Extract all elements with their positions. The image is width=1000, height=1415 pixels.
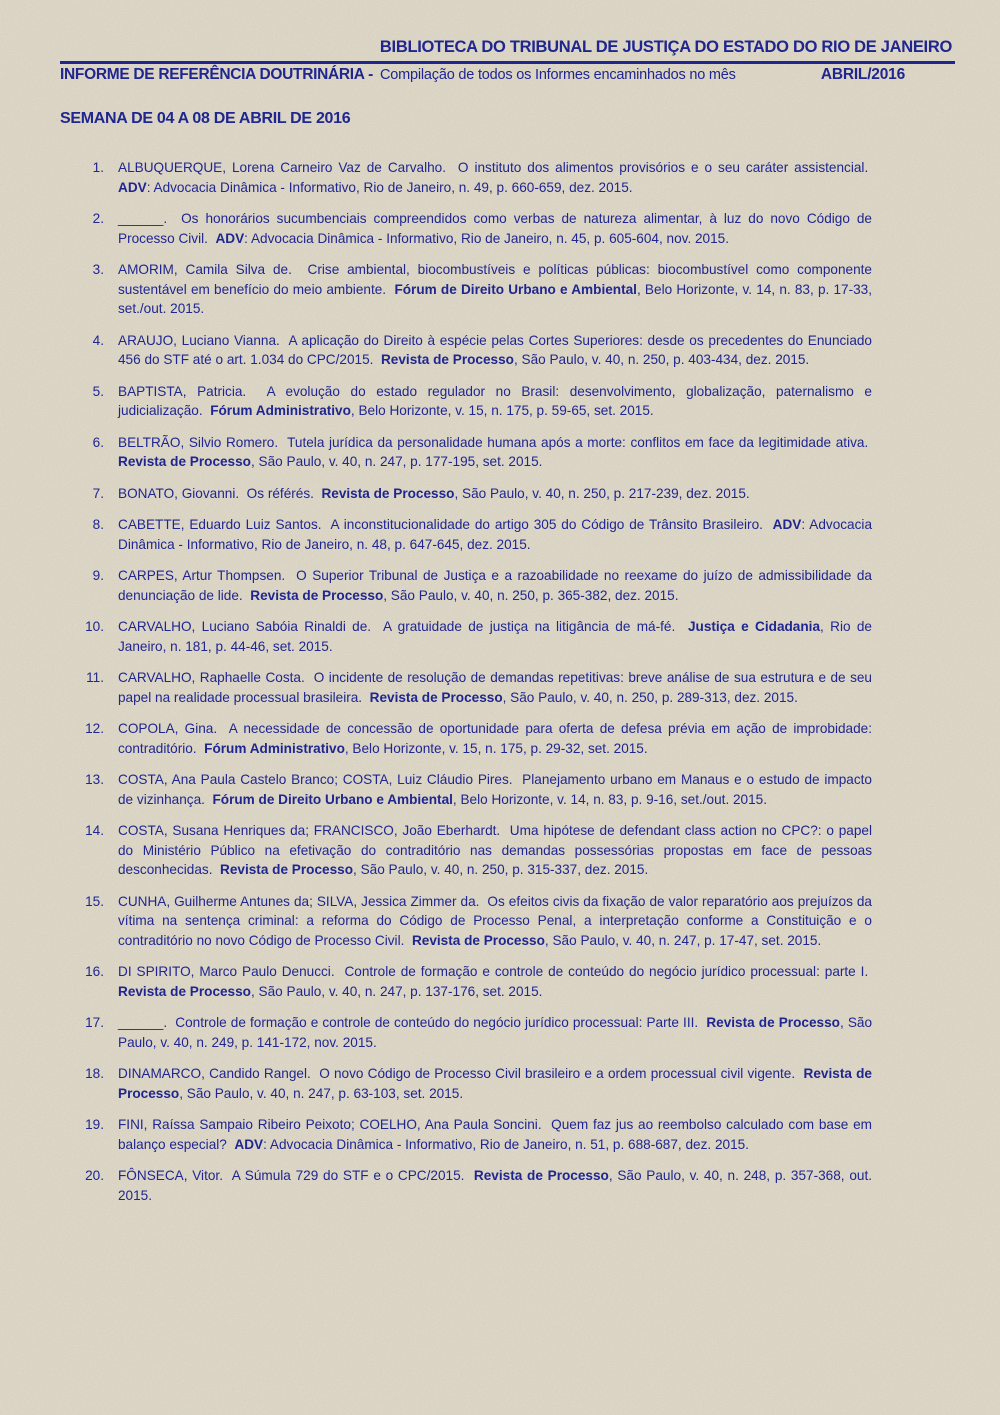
reference-segment: ARAUJO, Luciano Vianna. A aplicação do Direito à espécie pelas Cortes Superiores: desde os precedentes do Enunciado 456 do STF até o art. 1.034 do CPC/2015. (118, 332, 872, 367)
reference-segment: FÔNSECA, Vitor. A Súmula 729 do STF e o CPC/2015. (118, 1168, 474, 1183)
reference-segment: , São Paulo, v. 40, n. 248, p. 357-368, out. 2015. (118, 1168, 872, 1203)
reference-number: 6. (92, 434, 104, 450)
reference-item (84, 331, 872, 370)
reference-text (118, 209, 872, 248)
reference-segment: CARVALHO, Raphaelle Costa. O incidente de resolução de demandas repetitivas: breve análise de sua estrutura e de seu papel na realidade processual brasileira. (118, 670, 872, 705)
reference-segment: ______. Os honorários sucumbenciais compreendidos como verbas de natureza alimentar, à luz do novo Código de Processo Civil. (118, 211, 872, 246)
journal-title: Revista de Processo (473, 1168, 609, 1183)
reference-text (118, 158, 872, 197)
journal-title: ADV (215, 230, 245, 246)
reference-text (118, 770, 872, 809)
reference-segment: COSTA, Ana Paula Castelo Branco; COSTA, Luiz Cláudio Pires. Planejamento urbano em Manaus e o estudo de impacto de vizinhança. (118, 772, 872, 807)
reference-text (118, 962, 872, 1001)
reference-item (84, 821, 872, 880)
reference-number: 18. (85, 1066, 104, 1081)
reference-item (84, 158, 872, 197)
week-heading: SEMANA DE 04 A 08 DE ABRIL DE 2016 (60, 110, 351, 127)
journal-title: Revista de Processo (369, 689, 503, 705)
library-title: BIBLIOTECA DO TRIBUNAL DE JUSTIÇA DO ESTADO DO RIO DE JANEIRO (379, 38, 952, 56)
journal-title: Fórum de Direito Urbano e Ambiental (212, 791, 453, 807)
bulletin-title: INFORME DE REFERÊNCIA DOUTRINÁRIA - (60, 66, 373, 83)
reference-segment: FINI, Raíssa Sampaio Ribeiro Peixoto; COELHO, Ana Paula Soncini. Quem faz jus ao reembolso calculado com base em balanço especial? (118, 1117, 872, 1152)
reference-item (84, 892, 872, 951)
journal-title: Revista de Processo (220, 862, 354, 877)
reference-segment: , São Paulo, v. 40, n. 250, p. 315-337, dez. 2015. (353, 862, 649, 877)
reference-segment: BAPTISTA, Patricia. A evolução do estado regulador no Brasil: desenvolvimento, globalização, paternalismo e judicialização. (118, 383, 872, 418)
reference-item (84, 209, 872, 248)
reference-segment: , São Paulo, v. 40, n. 247, p. 17-47, set. 2015. (544, 932, 822, 948)
journal-title: ADV (234, 1136, 264, 1152)
reference-segment: , São Paulo, v. 40, n. 247, p. 63-103, set. 2015. (179, 1085, 464, 1101)
reference-segment: , Belo Horizonte, v. 14, n. 83, p. 17-33, set./out. 2015. (118, 281, 873, 316)
reference-segment: DI SPIRITO, Marco Paulo Denucci. Controle de formação e controle de conteúdo do negócio jurídico processual: parte I. (118, 964, 872, 979)
reference-item (84, 668, 872, 707)
bulletin-title-row (60, 66, 955, 84)
reference-segment: : Advocacia Dinâmica - Informativo, Rio de Janeiro, n. 51, p. 688-687, dez. 2015. (263, 1136, 749, 1152)
reference-number: 2. (92, 211, 104, 226)
reference-text (118, 566, 872, 605)
reference-item (84, 1064, 872, 1103)
reference-segment: , São Paulo, v. 40, n. 250, p. 403-434, dez. 2015. (513, 352, 810, 367)
reference-item (84, 433, 872, 472)
journal-title: Revista de Processo (250, 587, 384, 603)
reference-segment: , São Paulo, v. 40, n. 247, p. 137-176, set. 2015. (250, 983, 543, 999)
reference-text (118, 1115, 872, 1154)
reference-text (118, 331, 872, 370)
reference-text (118, 668, 872, 707)
reference-segment: : Advocacia Dinâmica - Informativo, Rio de Janeiro, n. 45, p. 605-604, nov. 2015. (244, 230, 730, 246)
reference-number: 1. (92, 160, 104, 175)
reference-number: 19. (85, 1117, 104, 1132)
reference-number: 16. (85, 964, 104, 979)
reference-number: 13. (85, 772, 104, 787)
reference-text (118, 260, 872, 319)
journal-title: Revista de Processo (380, 352, 514, 367)
reference-segment: , Belo Horizonte, v. 15, n. 175, p. 59-65, set. 2015. (350, 403, 654, 418)
reference-item (84, 1115, 872, 1154)
reference-number: 12. (85, 721, 104, 736)
reference-text (118, 1013, 872, 1052)
journal-title: Fórum de Direito Urbano e Ambiental (394, 281, 637, 297)
journal-title: Fórum Administrativo (204, 740, 345, 756)
reference-number: 15. (85, 893, 104, 909)
journal-title: Fórum Administrativo (210, 403, 351, 418)
journal-title: Revista de Processo (118, 454, 251, 469)
reference-number: 9. (92, 568, 104, 583)
reference-number: 4. (92, 332, 104, 348)
reference-segment: AMORIM, Camila Silva de. Crise ambiental, biocombustíveis e políticas públicas: biocombustível como componente sustentável em benefício do meio ambiente. (118, 262, 872, 297)
reference-segment: ALBUQUERQUE, Lorena Carneiro Vaz de Carvalho. O instituto dos alimentos provisórios e o seu caráter assistencial. (118, 160, 872, 175)
reference-number: 20. (85, 1168, 104, 1183)
reference-segment: , São Paulo, v. 40, n. 250, p. 289-313, dez. 2015. (502, 689, 798, 705)
reference-segment: COPOLA, Gina. A necessidade de concessão de oportunidade para oferta de defesa prévia em ação de improbidade: contraditório. (118, 721, 872, 756)
reference-segment: CARPES, Artur Thompsen. O Superior Tribunal de Justiça e a razoabilidade no reexame do juízo de admissibilidade da denunciação de lide. (118, 568, 872, 603)
reference-segment: BELTRÃO, Silvio Romero. Tutela jurídica da personalidade humana após a morte: conflitos em face da legitimidade ativa. (118, 434, 872, 450)
reference-segment: , São Paulo, v. 40, n. 247, p. 177-195, set. 2015. (250, 454, 543, 469)
reference-item (84, 382, 872, 421)
reference-item (84, 962, 872, 1001)
reference-text (118, 892, 872, 951)
reference-item (84, 770, 872, 809)
reference-number: 5. (92, 383, 104, 399)
reference-segment: , Belo Horizonte, v. 14, n. 83, p. 9-16, set./out. 2015. (452, 791, 768, 807)
reference-number: 7. (92, 485, 104, 501)
reference-segment: : Advocacia Dinâmica - Informativo, Rio de Janeiro, n. 48, p. 647-645, dez. 2015. (118, 517, 872, 552)
reference-segment: DINAMARCO, Candido Rangel. O novo Código de Processo Civil brasileiro e a ordem processual civil vigente. (118, 1066, 804, 1081)
reference-number: 11. (86, 670, 104, 685)
reference-number: 14. (85, 823, 104, 838)
reference-segment: : Advocacia Dinâmica - Informativo, Rio de Janeiro, n. 49, p. 660-659, dez. 2015. (146, 179, 633, 195)
journal-title: Justiça e Cidadania (687, 619, 821, 634)
reference-segment: , Belo Horizonte, v. 15, n. 175, p. 29-32, set. 2015. (344, 740, 648, 756)
reference-item (84, 484, 872, 504)
reference-text (118, 821, 872, 880)
journal-title: Revista de Processo (118, 983, 251, 999)
journal-title: Revista de Processo (118, 1066, 872, 1101)
reference-number: 17. (85, 1015, 104, 1030)
reference-item (84, 617, 872, 656)
reference-text (118, 617, 872, 656)
reference-text (118, 1166, 872, 1205)
bulletin-subtitle: Compilação de todos os Informes encaminhados no mês (380, 67, 736, 83)
reference-item (84, 719, 872, 758)
journal-title: ADV (118, 179, 147, 195)
reference-segment: CUNHA, Guilherme Antunes da; SILVA, Jessica Zimmer da. Os efeitos civis da fixação de valor reparatório aos prejuízos da vítima na sentença criminal: a reforma do Código de Processo Penal, a interpretação conforme a Constituição e o contraditório no novo Código de Processo Civil. (118, 893, 872, 948)
reference-text (118, 382, 872, 421)
reference-text (118, 433, 872, 472)
reference-segment: , São Paulo, v. 40, n. 249, p. 141-172, nov. 2015. (118, 1015, 873, 1050)
journal-title: ADV (772, 517, 802, 532)
header-rule (60, 61, 955, 64)
reference-segment: BONATO, Giovanni. Os référés. (118, 485, 322, 501)
reference-text (118, 1064, 872, 1103)
reference-number: 8. (92, 517, 104, 532)
reference-list (84, 158, 872, 1217)
reference-segment: ______. Controle de formação e controle de conteúdo do negócio jurídico processual: Parte III. (118, 1015, 707, 1030)
reference-text (118, 719, 872, 758)
issue-label: ABRIL/2016 (820, 66, 905, 83)
journal-title: Revista de Processo (411, 932, 545, 948)
reference-item (84, 260, 872, 319)
reference-number: 3. (92, 262, 104, 277)
reference-number: 10. (85, 619, 104, 634)
reference-item (84, 1166, 872, 1205)
journal-title: Revista de Processo (321, 485, 455, 501)
reference-item (84, 1013, 872, 1052)
reference-item (84, 566, 872, 605)
reference-text (118, 515, 872, 554)
reference-segment: , São Paulo, v. 40, n. 250, p. 365-382, dez. 2015. (383, 587, 679, 603)
reference-segment: CABETTE, Eduardo Luiz Santos. A inconstitucionalidade do artigo 305 do Código de Trânsito Brasileiro. (118, 517, 773, 532)
reference-segment: , São Paulo, v. 40, n. 250, p. 217-239, dez. 2015. (454, 485, 750, 501)
reference-segment: , Rio de Janeiro, n. 181, p. 44-46, set. 2015. (118, 619, 872, 654)
reference-text (118, 484, 872, 504)
reference-segment: COSTA, Susana Henriques da; FRANCISCO, João Eberhardt. Uma hipótese de defendant class action no CPC?: o papel do Ministério Público na efetivação do contraditório nas demandas possessórias propostas em face de pessoas desconhecidas. (118, 823, 872, 877)
reference-item (84, 515, 872, 554)
reference-segment: CARVALHO, Luciano Sabóia Rinaldi de. A gratuidade de justiça na litigância de má-fé. (118, 619, 688, 634)
journal-title: Revista de Processo (706, 1015, 840, 1030)
